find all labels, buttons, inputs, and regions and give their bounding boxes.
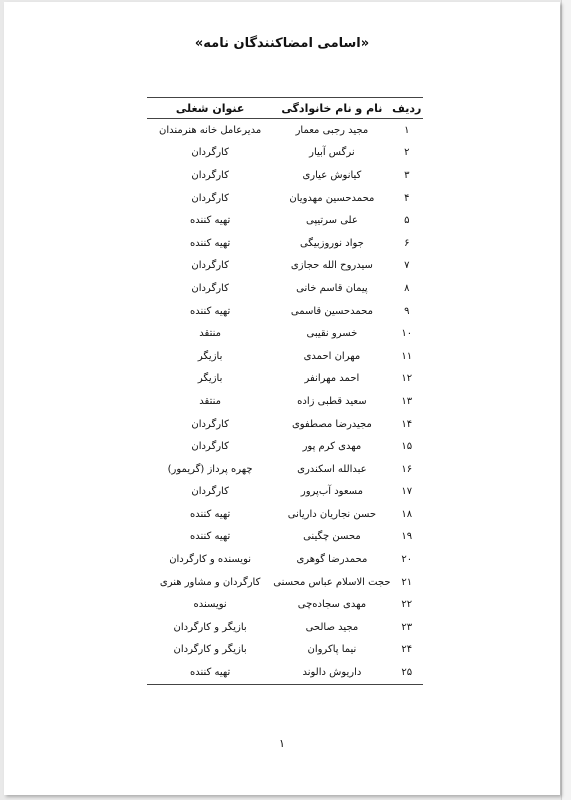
row-number-cell: ۱۸ xyxy=(401,508,413,520)
name-cell: مجیدرضا مصطفوی xyxy=(291,418,372,430)
job-title-cell: تهیه کننده xyxy=(190,237,231,249)
name-cell: محسن چگینی xyxy=(303,531,361,543)
job-title-cell: کارگردان xyxy=(191,441,229,453)
table-header-row xyxy=(147,98,423,119)
row-number-cell: ۲۲ xyxy=(401,599,413,611)
table-row xyxy=(147,593,423,616)
table-body xyxy=(147,119,423,685)
table-row xyxy=(147,571,423,594)
row-number-cell: ۲۵ xyxy=(391,661,423,684)
table-row xyxy=(147,232,423,255)
name-cell: مسعود آب‌پرور xyxy=(300,486,363,498)
name-cell: علی سرتیپی xyxy=(305,215,358,227)
name-cell: نرگس آبیار xyxy=(309,147,355,159)
name-cell: احمد مهرانفر xyxy=(304,373,360,385)
job-title-cell: کارگردان و مشاور هنری xyxy=(159,576,261,588)
job-title-cell: کارگردان xyxy=(191,260,229,272)
table-row xyxy=(147,526,423,549)
row-number-cell: ۱۵ xyxy=(401,441,413,453)
table-row xyxy=(147,458,423,481)
job-title-cell: تهیه کننده xyxy=(190,215,231,227)
name-cell: مهدی کرم پور xyxy=(302,441,362,453)
row-number-cell: ۲۳ xyxy=(401,621,413,633)
row-number-cell: ۱۷ xyxy=(401,486,413,498)
job-title-cell: تهیه کننده xyxy=(190,305,231,317)
name-cell: حسن نجاریان داریانی xyxy=(287,508,377,520)
table-row xyxy=(147,300,423,323)
job-title-cell: کارگردان xyxy=(191,169,229,181)
viewer-scroll-edge[interactable] xyxy=(561,0,571,800)
row-number-cell: ۶ xyxy=(404,237,410,249)
name-cell: حجت الاسلام عباس محسنی xyxy=(273,576,391,588)
document-title: «اسامی امضاکنندگان نامه» xyxy=(194,36,370,51)
table-row xyxy=(147,390,423,413)
table-row xyxy=(147,322,423,345)
table-row xyxy=(147,413,423,436)
table-row xyxy=(147,503,423,526)
name-cell: سعید قطبی زاده xyxy=(297,395,367,407)
header-row-number: ردیف xyxy=(391,98,423,119)
row-number-cell: ۱۹ xyxy=(401,531,413,543)
table-row xyxy=(147,119,423,142)
job-title-cell: منتقد xyxy=(199,395,221,407)
job-title-cell: کارگردان xyxy=(191,486,229,498)
document-page xyxy=(4,2,560,795)
row-number-cell: ۱۱ xyxy=(401,350,413,362)
job-title-cell: چهره پرداز (گریمور) xyxy=(167,463,253,475)
header-full-name: نام و نام خانوادگی xyxy=(273,98,390,119)
table-row xyxy=(147,616,423,639)
row-number-cell: ۱۳ xyxy=(401,395,413,407)
table-row xyxy=(147,661,423,684)
row-number-cell: ۱ xyxy=(404,124,410,136)
job-title-cell: تهیه کننده xyxy=(190,531,231,543)
name-cell: جواد نوروزبیگی xyxy=(299,237,364,249)
job-title-cell: نویسنده xyxy=(193,599,227,611)
name-cell: نیما پاکروان xyxy=(307,644,357,656)
name-cell: مهران احمدی xyxy=(303,350,361,362)
name-cell: عبدالله اسکندری xyxy=(297,463,367,475)
table-row xyxy=(147,187,423,210)
job-title-cell: نویسنده و کارگردان xyxy=(169,554,252,566)
row-number-cell: ۲ xyxy=(404,147,410,159)
name-cell: خسرو نقیبی xyxy=(306,328,358,340)
table-row xyxy=(147,481,423,504)
table-row xyxy=(147,368,423,391)
job-title-cell: تهیه کننده xyxy=(147,661,273,684)
row-number-cell: ۱۶ xyxy=(401,463,413,475)
name-cell: مهدی سجاده‌چی xyxy=(297,599,367,611)
job-title-cell: کارگردان xyxy=(191,192,229,204)
name-cell: محمدحسین مهدویان xyxy=(289,192,375,204)
row-number-cell: ۸ xyxy=(404,282,410,294)
row-number-cell: ۴ xyxy=(404,192,410,204)
name-cell: مجید صالحی xyxy=(305,621,359,633)
job-title-cell: بازیگر و کارگردان xyxy=(173,644,247,656)
name-cell: سیدروح الله حجازی xyxy=(290,260,373,272)
job-title-cell: بازیگر xyxy=(197,350,223,362)
name-cell: پیمان قاسم خانی xyxy=(296,282,368,294)
row-number-cell: ۲۰ xyxy=(401,554,413,566)
table-row xyxy=(147,345,423,368)
row-number-cell: ۱۰ xyxy=(401,328,413,340)
job-title-cell: کارگردان xyxy=(191,147,229,159)
job-title-cell: تهیه کننده xyxy=(190,508,231,520)
job-title-cell: مدیرعامل خانه هنرمندان xyxy=(159,124,262,136)
job-title-cell: کارگردان xyxy=(191,282,229,294)
name-cell: کیانوش عیاری xyxy=(302,169,362,181)
row-number-cell: ۲۴ xyxy=(401,644,413,656)
table-row xyxy=(147,164,423,187)
row-number-cell: ۱۲ xyxy=(401,373,413,385)
table-row xyxy=(147,548,423,571)
row-number-cell: ۵ xyxy=(404,215,410,227)
table-row xyxy=(147,255,423,278)
job-title-cell: منتقد xyxy=(199,328,221,340)
row-number-cell: ۱۴ xyxy=(401,418,413,430)
name-cell: مجید رجبی معمار xyxy=(295,124,369,136)
table-row xyxy=(147,639,423,662)
table-row xyxy=(147,435,423,458)
row-number-cell: ۳ xyxy=(404,169,410,181)
name-cell: داریوش دالوند xyxy=(273,661,390,684)
job-title-cell: کارگردان xyxy=(191,418,229,430)
row-number-cell: ۹ xyxy=(404,305,410,317)
job-title-cell: بازیگر و کارگردان xyxy=(173,621,247,633)
job-title-cell: بازیگر xyxy=(197,373,223,385)
table-row xyxy=(147,277,423,300)
name-cell: محمدرضا گوهری xyxy=(296,554,368,566)
signatories-table xyxy=(147,97,423,685)
name-cell: محمدحسین قاسمی xyxy=(290,305,373,317)
page-number: ۱ xyxy=(279,737,285,750)
header-job-title: عنوان شغلی xyxy=(147,98,273,119)
table-row xyxy=(147,142,423,165)
table-row xyxy=(147,209,423,232)
row-number-cell: ۷ xyxy=(404,260,410,272)
row-number-cell: ۲۱ xyxy=(401,576,413,588)
